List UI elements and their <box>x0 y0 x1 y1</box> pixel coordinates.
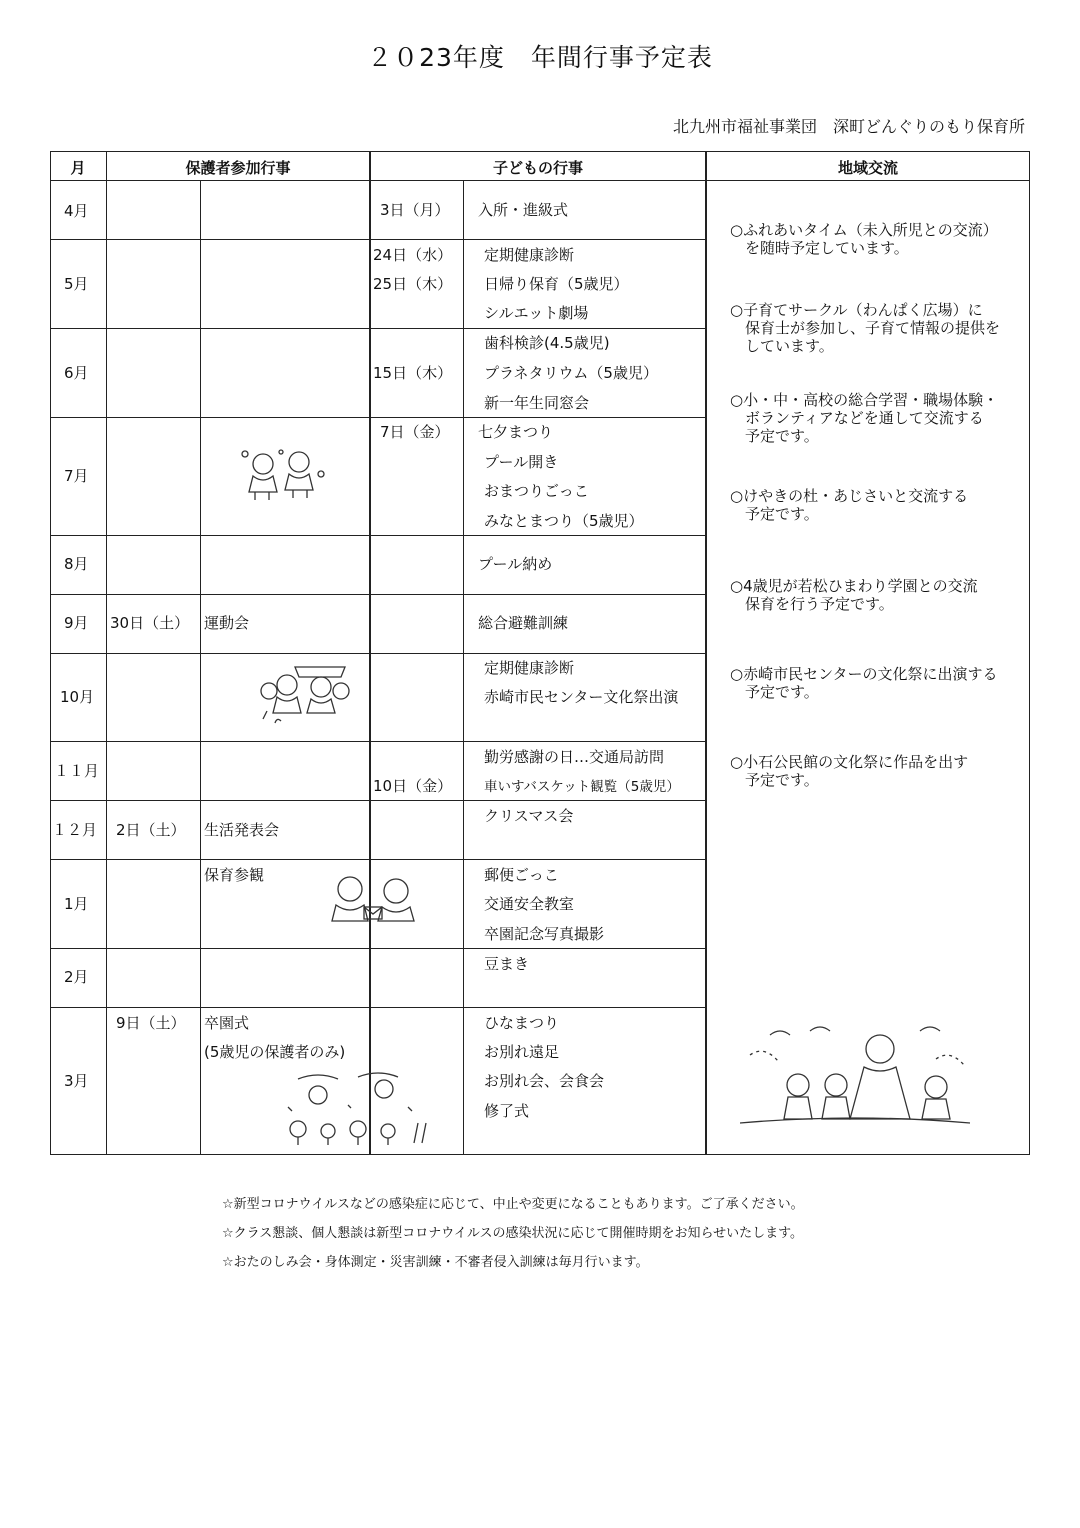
child-event: 郵便ごっこ <box>484 866 559 884</box>
parent-event: 卒園式 <box>204 1014 250 1032</box>
organization-name: 北九州市福祉事業団 深町どんぐりのもり保育所 <box>672 117 1025 136</box>
month-label: 10月 <box>60 688 95 706</box>
month-label: 1月 <box>64 895 89 913</box>
child-event-date: 10日（金） <box>373 777 453 795</box>
child-event: 総合避難訓練 <box>478 614 569 632</box>
header-parent-events: 保護者参加行事 <box>185 159 291 177</box>
child-event: 卒園記念写真撮影 <box>484 925 605 943</box>
child-event-date: 15日（木） <box>373 364 453 382</box>
child-event: 定期健康診断 <box>484 246 575 264</box>
child-event-date: 24日（水） <box>373 246 453 264</box>
child-event: シルエット劇場 <box>484 304 589 322</box>
month-label: １２月 <box>52 821 98 839</box>
schedule-table <box>50 151 1030 1155</box>
community-item: ○赤崎市民センターの文化祭に出演する 予定です。 <box>730 665 998 701</box>
parent-event: 保育参観 <box>204 866 265 884</box>
child-event: 定期健康診断 <box>484 659 575 677</box>
child-event: ひなまつり <box>484 1014 560 1032</box>
child-event-date: 3日（月） <box>380 201 450 219</box>
month-label: 4月 <box>64 202 89 220</box>
child-event: 日帰り保育（5歳児） <box>484 275 629 293</box>
child-event: 新一年生同窓会 <box>484 394 590 412</box>
month-label: 3月 <box>64 1072 89 1090</box>
header-community: 地域交流 <box>837 159 898 177</box>
child-event: クリスマス会 <box>484 807 574 825</box>
community-item: ○小石公民館の文化祭に作品を出す 予定です。 <box>730 753 969 789</box>
child-event: おまつりごっこ <box>484 482 589 500</box>
child-event: プラネタリウム（5歳児） <box>484 364 658 382</box>
footnote-item: ☆クラス懇談、個人懇談は新型コロナウイルスの感染状況に応じて開催時期をお知らせいたします。 <box>222 1226 804 1241</box>
child-event: お別れ遠足 <box>484 1043 560 1061</box>
child-event: プール開き <box>484 453 559 471</box>
parent-event-note: (5歳児の保護者のみ) <box>204 1043 346 1061</box>
child-event: 勤労感謝の日…交通局訪問 <box>484 748 665 766</box>
parent-event-date: 30日（土） <box>110 614 190 632</box>
month-label: 7月 <box>64 467 89 485</box>
children-playing-illustration <box>235 444 330 504</box>
child-event-date: 7日（金） <box>380 423 450 441</box>
community-item: ○4歳児が若松ひまわり学園との交流 保育を行う予定です。 <box>730 577 978 613</box>
cheering-children-illustration <box>255 661 355 729</box>
family-walking-illustration <box>740 1025 975 1140</box>
child-event: 車いすバスケット観覧（5歳児） <box>484 779 680 795</box>
child-event: みなとまつり（5歳児） <box>484 512 644 530</box>
month-label: 5月 <box>64 275 89 293</box>
child-event: 豆まき <box>484 955 530 973</box>
page-title: ２０23年度 年間行事予定表 <box>367 43 713 72</box>
header-children-events: 子どもの行事 <box>492 159 583 177</box>
month-label: 9月 <box>64 614 89 632</box>
child-event: 赤崎市民センター文化祭出演 <box>484 688 679 706</box>
children-with-letter-illustration <box>318 873 428 933</box>
footnote-item: ☆新型コロナウイルスなどの感染症に応じて、中止や変更になることもあります。ご了承ください。 <box>222 1197 804 1212</box>
month-label: 8月 <box>64 555 89 573</box>
month-label: １１月 <box>54 762 100 780</box>
month-label: 6月 <box>64 364 89 382</box>
community-item: ○ふれあいタイム（未入所児との交流） を随時予定しています。 <box>730 221 998 257</box>
community-item: ○小・中・高校の総合学習・職場体験・ ボランティアなどを通して交流する 予定です。 <box>730 391 999 445</box>
child-event-date: 25日（木） <box>373 275 453 293</box>
parent-event-date: 9日（土） <box>116 1014 186 1032</box>
flowers-and-children-illustration <box>278 1071 438 1146</box>
child-event: お別れ会、会食会 <box>484 1072 605 1090</box>
child-event: 修了式 <box>484 1102 530 1120</box>
month-label: 2月 <box>64 968 89 986</box>
community-item: ○子育てサークル（わんぱく広場）に 保育士が参加し、子育て情報の提供を しています。 <box>730 301 1001 355</box>
footnotes <box>222 1190 804 1277</box>
header-month: 月 <box>70 159 86 177</box>
child-event: 歯科検診(4.5歳児) <box>484 334 610 352</box>
parent-event: 運動会 <box>204 614 250 632</box>
child-event: プール納め <box>478 555 553 573</box>
child-event: 交通安全教室 <box>484 895 575 913</box>
footnote-item: ☆おたのしみ会・身体測定・災害訓練・不審者侵入訓練は毎月行います。 <box>222 1255 649 1270</box>
parent-event-date: 2日（土） <box>116 821 186 839</box>
community-item: ○けやきの杜・あじさいと交流する 予定です。 <box>730 487 969 523</box>
child-event: 入所・進級式 <box>478 201 569 219</box>
parent-event: 生活発表会 <box>204 821 280 839</box>
child-event: 七夕まつり <box>478 423 554 441</box>
